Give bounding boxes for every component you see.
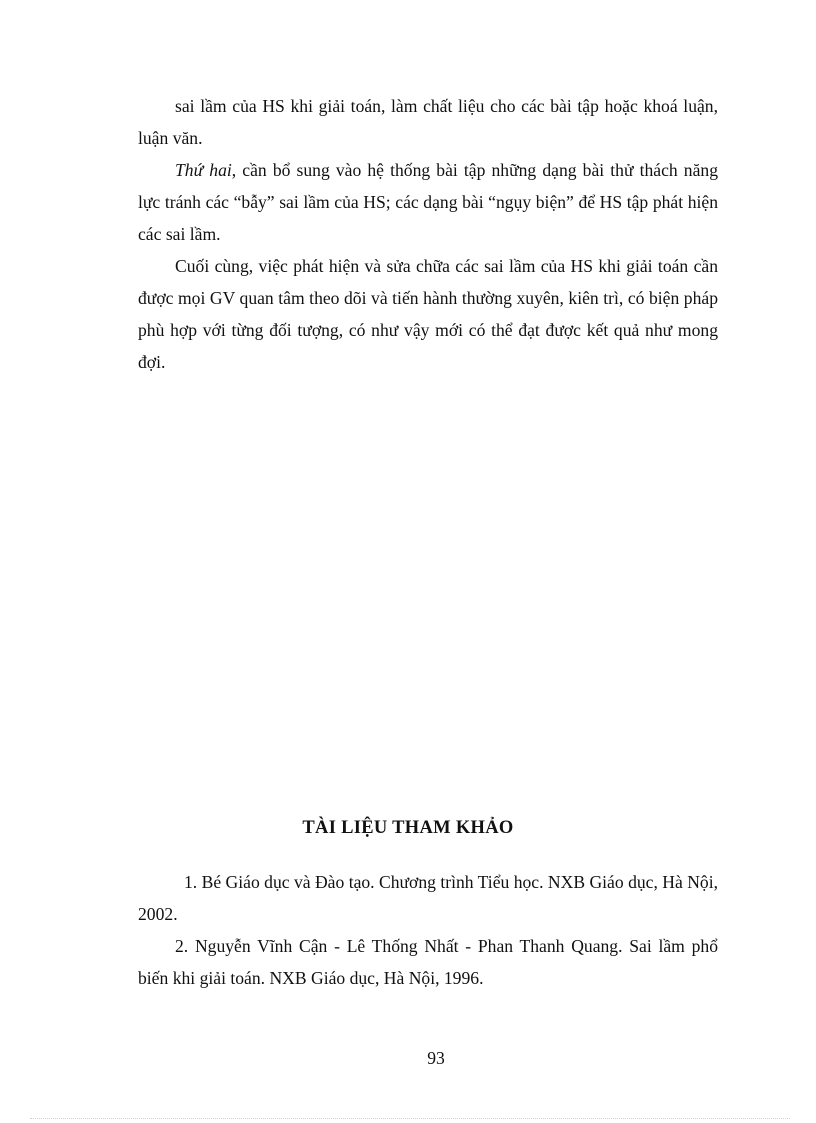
body-text [138,90,718,378]
references-list [138,866,718,994]
reference-item: 2. Nguyễn Vĩnh Cận - Lê Thống Nhất - Phan Thanh Quang. Sai lầm phổ biến khi giải toán. NXB Giáo dục, Hà Nội, 1996. [138,936,718,988]
paragraph-second-point-text: , cần bổ sung vào hệ thống bài tập những dạng bài thử thách năng lực tránh các “bẫy” sai lầm của HS; các dạng bài “ngụy biện” để HS tập phát hiện các sai lầm. [138,160,719,244]
page-number: 93 [427,1048,445,1068]
paragraph-second-point [138,154,718,250]
reference-item: 1. Bé Giáo dục và Đào tạo. Chương trình Tiểu học. NXB Giáo dục, Hà Nội, 2002. [138,872,718,924]
references-heading: TÀI LIỆU THAM KHẢO [302,818,514,838]
paragraph-final-point: Cuối cùng, việc phát hiện và sửa chữa các sai lầm của HS khi giải toán cần được mọi GV quan tâm theo dõi và tiến hành thường xuyên, kiên trì, có biện pháp phù hợp với từng đối tượng, có như vậy mới có thể đạt được kết quả như mong đợi. [138,256,718,372]
paragraph-lead-italic: Thứ hai [175,160,232,180]
paragraph-continuation: sai lầm của HS khi giải toán, làm chất liệu cho các bài tập hoặc khoá luận, luận văn. [138,96,718,148]
page-bottom-divider [30,1118,790,1119]
